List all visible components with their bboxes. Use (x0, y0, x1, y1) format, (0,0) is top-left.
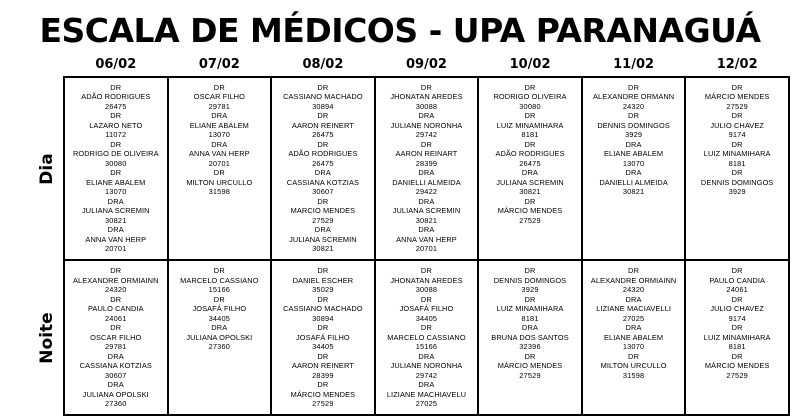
shift-cell-noite-2 (271, 260, 375, 415)
schedule-line: 30894 (312, 101, 334, 111)
column-header-1: 07/02 (198, 57, 240, 72)
schedule-line: JULIANA SCREMIN (81, 206, 150, 216)
schedule-line: DRA (521, 323, 539, 333)
schedule-line: LUIZ MINAMIHARA (496, 120, 564, 130)
corner-cell (30, 57, 64, 77)
schedule-line: DR (317, 323, 329, 333)
schedule-line: DRA (107, 351, 124, 361)
schedule-line: 31598 (208, 187, 231, 197)
schedule-line: DRA (418, 111, 435, 121)
schedule-line: OSCAR FILHO (90, 332, 142, 342)
schedule-line: ELIANE ABALEM (603, 149, 664, 159)
schedule-line: JHONATAN AREDES (390, 92, 463, 102)
schedule-line: DENNIS DOMINGOS (700, 177, 774, 187)
schedule-line: DR (317, 351, 329, 361)
schedule-line: DR (317, 111, 329, 121)
schedule-line: ELIANE ABALEM (603, 332, 664, 342)
schedule-line: LUIZ MINAMIHARA (703, 149, 771, 159)
shift-cell-dia-4 (478, 77, 582, 260)
schedule-line: DR (110, 266, 122, 276)
schedule-line: 30821 (105, 215, 127, 225)
schedule-line: 30821 (415, 215, 438, 225)
schedule-line: MILTON URCULLO (600, 361, 667, 371)
schedule-line: 30821 (312, 243, 334, 253)
schedule-line: DRA (211, 139, 228, 149)
schedule-line: DR (110, 111, 122, 121)
shift-cell-dia-0 (64, 77, 168, 260)
schedule-line: 27529 (519, 215, 541, 225)
schedule-line: DR (524, 351, 536, 361)
shift-cell-dia-2 (271, 77, 375, 260)
schedule-line: DRA (211, 111, 228, 121)
schedule-line: DR (731, 323, 743, 333)
schedule-line: DR (628, 83, 640, 92)
schedule-line: DR (110, 139, 122, 149)
schedule-line: 29781 (208, 101, 231, 111)
schedule-line: DR (731, 351, 743, 361)
schedule-line: DR (213, 266, 225, 276)
schedule-line: DR (213, 83, 225, 92)
column-header-3: 09/02 (406, 57, 447, 72)
schedule-line: MÁRCIO MENDES (290, 389, 356, 399)
schedule-line: 34405 (312, 342, 334, 352)
schedule-line: CASSIANO MACHADO (283, 304, 363, 314)
schedule-line: OSCAR FILHO (193, 92, 245, 102)
schedule-line: DRA (418, 225, 435, 235)
schedule-line: MÁRCIO MENDES (497, 361, 563, 371)
schedule-line: 27529 (519, 370, 541, 380)
schedule-line: 3929 (624, 130, 643, 140)
schedule-line: 29781 (105, 342, 127, 352)
schedule-line: 27360 (105, 399, 127, 408)
schedule-line: 8181 (728, 342, 746, 352)
schedule-line: JULIO CHAVEZ (710, 120, 764, 130)
schedule-line: 24320 (622, 101, 645, 111)
row-label-dia (30, 77, 64, 260)
schedule-line: MÁRCIO MENDES (704, 361, 770, 371)
schedule-line: DR (110, 323, 122, 333)
schedule-line: DRA (107, 225, 124, 235)
schedule-line: DRA (521, 168, 539, 178)
schedule-line: DRA (211, 323, 228, 333)
schedule-line: DRA (107, 196, 124, 206)
schedule-line: 30821 (519, 187, 541, 197)
schedule-line: DRA (418, 380, 435, 390)
shift-cell-dia-1 (168, 77, 272, 260)
schedule-line: DR (317, 294, 329, 304)
schedule-line: 9174 (728, 313, 746, 323)
schedule-line: 26475 (105, 101, 127, 111)
schedule-line: DANIEL ESCHER (292, 275, 354, 285)
schedule-line: DRA (314, 168, 332, 178)
schedule-line: 20701 (105, 243, 127, 253)
schedule-line: DR (524, 139, 536, 149)
schedule-line: JULIANA OPOLSKI (82, 389, 149, 399)
schedule-line: 35029 (312, 285, 334, 295)
schedule-line: MARCIO MENDES (290, 206, 356, 216)
schedule-line: DR (317, 196, 329, 206)
table-body (30, 77, 789, 415)
schedule-line: 24320 (622, 285, 645, 295)
schedule-line: DRA (418, 351, 435, 361)
schedule-line: 29742 (415, 130, 438, 140)
schedule-line: 3929 (728, 187, 746, 197)
schedule-line: 11072 (105, 130, 127, 140)
schedule-line: DANIELLI ALMEIDA (599, 177, 668, 187)
column-header-2: 08/02 (302, 57, 344, 72)
schedule-line: 30894 (312, 313, 334, 323)
schedule-line: AARON REINERT (291, 361, 354, 371)
schedule-line: 15166 (415, 342, 438, 352)
table-row-noite (30, 260, 789, 415)
schedule-table (30, 57, 790, 416)
schedule-line: 30080 (105, 158, 127, 168)
schedule-line: DR (524, 294, 536, 304)
schedule-line: CASSIANO MACHADO (283, 92, 363, 102)
schedule-line: JULIANA SCREMIN (392, 206, 461, 216)
schedule-line: MILTON URCULLO (186, 177, 253, 187)
schedule-line: ANNA VAN HERP (188, 149, 250, 159)
schedule-line: 30080 (519, 101, 541, 111)
schedule-line: 20701 (208, 158, 231, 168)
schedule-line: ALEXANDRE ORMANN (592, 92, 675, 102)
schedule-line: MARCELO CASSIANO (180, 275, 259, 285)
shift-cell-noite-1 (168, 260, 272, 415)
shift-cell-noite-6 (685, 260, 789, 415)
schedule-line: LAZARO NETO (89, 120, 143, 130)
schedule-line: DRA (418, 168, 435, 178)
schedule-line: JOSAFÁ FILHO (296, 332, 350, 342)
schedule-line: MÁRCIO MENDES (704, 92, 770, 102)
schedule-line: AARON REINERT (291, 120, 354, 130)
shift-cell-dia-6 (685, 77, 789, 260)
schedule-line: MARCELO CASSIANO (387, 332, 466, 342)
schedule-line: DR (628, 111, 640, 121)
schedule-line: DR (317, 380, 329, 390)
schedule-line: 27529 (312, 215, 334, 225)
column-header-0: 06/02 (95, 57, 137, 72)
schedule-line: 24061 (105, 313, 127, 323)
schedule-line: LIZIANE MACIAVELLI (596, 304, 671, 314)
table-row-dia (30, 77, 789, 260)
column-header-4: 10/02 (509, 57, 551, 72)
page-title: ESCALA DE MÉDICOS - UPA PARANAGUÁ (39, 11, 761, 50)
schedule-line: ANNA VAN HERP (396, 234, 457, 244)
schedule-line: DR (420, 266, 432, 276)
schedule-line: 30607 (105, 370, 127, 380)
schedule-line: RODRIGO OLIVEIRA (493, 92, 567, 102)
schedule-line: 3929 (521, 285, 539, 295)
schedule-line: ALEXANDRE ORMIAINN (72, 275, 159, 285)
schedule-line: 13070 (622, 158, 645, 168)
schedule-line: JULIO CHAVEZ (710, 304, 764, 314)
schedule-line: LUIZ MINAMIHARA (703, 332, 771, 342)
schedule-line: DENNIS DOMINGOS (493, 275, 567, 285)
schedule-line: 26475 (312, 158, 334, 168)
schedule-line: DR (110, 294, 122, 304)
schedule-line: LIZIANE MACHIAVELU (386, 389, 467, 399)
schedule-line: 24320 (105, 285, 127, 295)
header-row (30, 57, 789, 77)
schedule-line: JHONATAN AREDES (390, 275, 463, 285)
row-label-noite-text: Noite (36, 312, 57, 364)
schedule-line: PAULO CANDIA (87, 304, 144, 314)
shift-cell-noite-0 (64, 260, 168, 415)
schedule-line: DR (524, 83, 536, 92)
schedule-line: ELIANE ABALEM (189, 120, 249, 130)
schedule-line: DRA (314, 225, 332, 235)
column-header-6: 12/02 (716, 57, 758, 72)
schedule-line: DR (524, 196, 536, 206)
schedule-line: ADÃO RODRIGUES (288, 149, 358, 159)
schedule-line: JULIANA SCREMIN (289, 234, 357, 244)
schedule-line: DR (731, 294, 743, 304)
schedule-line: ANNA VAN HERP (85, 234, 147, 244)
schedule-line: JULIANA SCREMIN (496, 177, 564, 187)
schedule-line: DR (524, 111, 536, 121)
schedule-line: 27360 (208, 342, 231, 352)
schedule-line: 32396 (519, 342, 541, 352)
schedule-line: JOSAFÁ FILHO (192, 304, 247, 314)
schedule-line: 15166 (208, 285, 231, 295)
schedule-line: AARON REINART (395, 149, 458, 159)
schedule-line: DR (731, 266, 743, 276)
schedule-line: DRA (625, 168, 642, 178)
schedule-line: 30821 (622, 187, 645, 197)
schedule-line: 24061 (726, 285, 748, 295)
schedule-line: DR (420, 323, 432, 333)
schedule-line: 30088 (415, 285, 438, 295)
schedule-line: DR (317, 266, 329, 276)
schedule-line: 8181 (521, 313, 539, 323)
schedule-line: DR (110, 83, 122, 92)
shift-cell-dia-5 (582, 77, 686, 260)
row-label-dia-text: Dia (36, 153, 57, 185)
schedule-line: 29422 (415, 187, 438, 197)
row-label-noite (30, 260, 64, 415)
shift-cell-dia-3 (375, 77, 479, 260)
schedule-line: JULIANA OPOLSKI (186, 332, 253, 342)
schedule-line: 13070 (622, 342, 645, 352)
schedule-line: DANIELLI ALMEIDA (392, 177, 461, 187)
schedule-line: 26475 (312, 130, 334, 140)
schedule-line: ADÃO RODRIGUES (495, 149, 565, 159)
schedule-line: CASSIANA KOTZIAS (286, 177, 360, 187)
schedule-line: 8181 (521, 130, 539, 140)
schedule-line: DR (110, 168, 122, 178)
schedule-line: DR (317, 139, 329, 149)
table-header (30, 57, 789, 77)
schedule-line: DR (213, 168, 225, 178)
schedule-line: DR (731, 111, 743, 121)
schedule-line: 27529 (726, 370, 748, 380)
schedule-line: DR (420, 294, 432, 304)
shift-cell-noite-3 (375, 260, 479, 415)
schedule-line: 28399 (415, 158, 438, 168)
schedule-line: 13070 (105, 187, 127, 197)
schedule-line: 31598 (622, 370, 645, 380)
schedule-line: 27529 (726, 101, 748, 111)
schedule-line: DR (524, 266, 536, 276)
schedule-line: DRA (107, 380, 124, 390)
schedule-line: DENNIS DOMINGOS (597, 120, 670, 130)
schedule-line: 26475 (519, 158, 541, 168)
schedule-line: JULIANE NORONHA (390, 120, 463, 130)
schedule-line: DR (731, 139, 743, 149)
schedule-line: 34405 (208, 313, 231, 323)
shift-cell-noite-5 (582, 260, 686, 415)
schedule-line: DRA (625, 294, 642, 304)
schedule-line: 8181 (728, 158, 746, 168)
schedule-line: DR (213, 294, 225, 304)
schedule-line: DR (628, 351, 640, 361)
schedule-line: BRUNA DOS SANTOS (491, 332, 569, 342)
shift-cell-noite-4 (478, 260, 582, 415)
schedule-line: DR (317, 83, 329, 92)
schedule-line: DRA (625, 139, 642, 149)
schedule-line: 28399 (312, 370, 334, 380)
schedule-line: ADÃO RODRIGUES (81, 92, 151, 102)
schedule-line: LUIZ MINAMIHARA (496, 304, 564, 314)
schedule-line: RODRIGO DE OLIVEIRA (72, 149, 159, 159)
schedule-line: DR (628, 266, 640, 276)
schedule-line: DR (731, 168, 743, 178)
schedule-line: 9174 (728, 130, 746, 140)
schedule-line: 13070 (208, 130, 231, 140)
schedule-line: DRA (418, 196, 435, 206)
schedule-line: 34405 (415, 313, 438, 323)
schedule-line: JOSAFÁ FILHO (399, 304, 454, 314)
schedule-line: 27025 (622, 313, 645, 323)
schedule-line: MÁRCIO MENDES (497, 206, 563, 216)
schedule-line: 27025 (415, 399, 438, 408)
column-header-5: 11/02 (613, 57, 655, 72)
schedule-line: DRA (625, 323, 642, 333)
schedule-line: 29742 (415, 370, 438, 380)
schedule-line: CASSIANA KOTZIAS (79, 361, 152, 371)
schedule-line: JULIANE NORONHA (390, 361, 463, 371)
schedule-line: ELIANE ABALEM (86, 177, 146, 187)
schedule-grid (30, 57, 790, 416)
schedule-line: 30607 (312, 187, 334, 197)
schedule-line: DR (420, 139, 432, 149)
schedule-line: 27529 (312, 399, 334, 408)
schedule-line: PAULO CANDIA (709, 275, 766, 285)
schedule-line: 20701 (415, 243, 438, 253)
schedule-line: 30088 (415, 101, 438, 111)
schedule-line: ALEXANDRE ORMIAINN (590, 275, 677, 285)
schedule-line: DR (420, 83, 432, 92)
schedule-line: DR (731, 83, 743, 92)
